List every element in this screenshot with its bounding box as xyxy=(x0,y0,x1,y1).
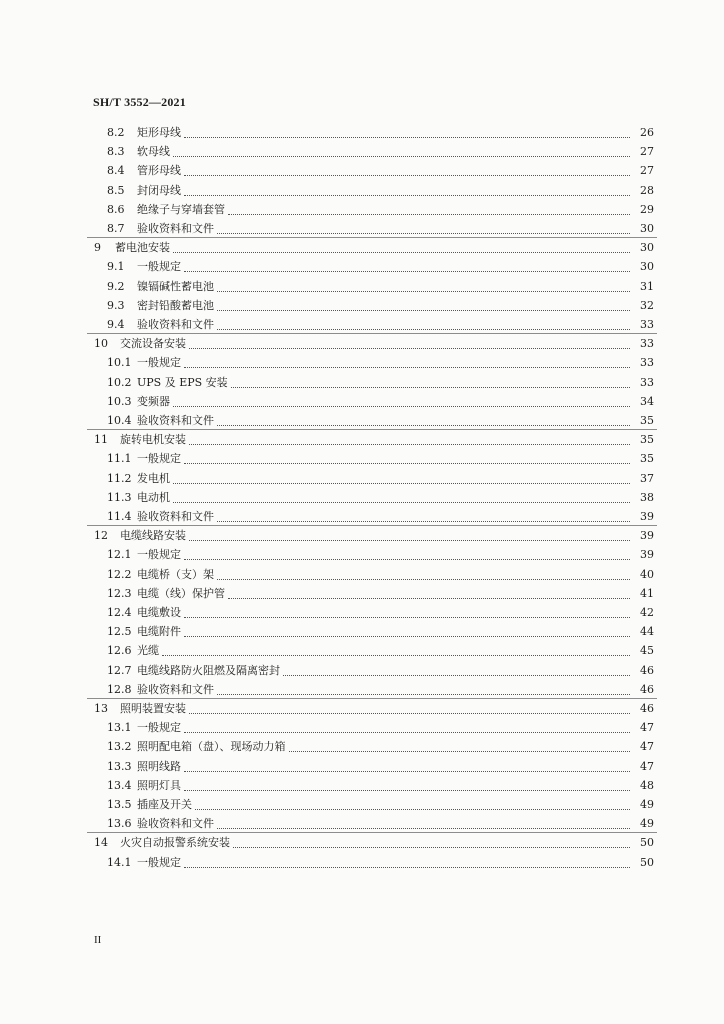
toc-page-number: 39 xyxy=(640,510,654,523)
toc-page-number: 47 xyxy=(640,759,654,773)
toc-entry-number: 13.2 xyxy=(107,740,132,754)
toc-page-number: 33 xyxy=(640,356,654,370)
toc-entry-number: 13.1 xyxy=(107,721,132,735)
toc-entry-number: 8.6 xyxy=(107,202,125,216)
toc-entry-number: 12.7 xyxy=(107,663,132,677)
toc-entry-number: 12.4 xyxy=(107,606,132,619)
toc-entry-number: 13 xyxy=(94,702,108,715)
toc-entry-number: 11.4 xyxy=(107,510,132,523)
toc-page-number: 50 xyxy=(640,836,654,850)
toc-entry-number: 12.3 xyxy=(107,586,132,600)
toc-page-number: 49 xyxy=(640,798,654,811)
toc-entry-number: 12 xyxy=(94,529,108,543)
toc-entry-title: 火灾自动报警系统安装 xyxy=(120,836,230,850)
toc-entry-number: 13.4 xyxy=(107,778,132,792)
toc-entry-title: 电缆敷设 xyxy=(137,606,181,619)
dot-leader xyxy=(184,714,630,733)
document-header: SH/T 3552—2021 xyxy=(93,95,186,109)
dot-leader xyxy=(184,753,630,772)
toc-page-number: 27 xyxy=(640,164,654,178)
dot-leader xyxy=(173,138,630,157)
toc-entry-title: 验收资料和文件 xyxy=(137,318,214,331)
dot-leader xyxy=(173,234,630,253)
toc-entry-title: 密封铅酸蓄电池 xyxy=(137,298,214,312)
toc-page-number: 50 xyxy=(640,855,654,869)
dot-leader xyxy=(289,733,631,752)
toc-page-number: 46 xyxy=(640,702,654,715)
toc-entry-number: 10.1 xyxy=(107,356,132,370)
toc-page-number: 33 xyxy=(640,337,654,351)
dot-leader xyxy=(173,465,630,484)
toc-entry-number: 10.3 xyxy=(107,394,132,408)
toc-page-number: 37 xyxy=(640,471,654,485)
toc-page-number: 31 xyxy=(640,279,654,293)
toc-page-number: 42 xyxy=(640,606,654,619)
toc-entry-number: 12.8 xyxy=(107,682,132,696)
toc-entry-number: 13.5 xyxy=(107,798,132,811)
toc-page-number: 47 xyxy=(640,740,654,754)
page-number-footer: II xyxy=(94,934,102,946)
toc-entry-title: 光缆 xyxy=(137,644,159,658)
toc-entry-number: 12.5 xyxy=(107,625,132,639)
dot-leader xyxy=(283,657,630,676)
toc-entry-title: 一般规定 xyxy=(137,452,181,466)
toc-entry-title: 蓄电池安装 xyxy=(115,241,170,255)
toc-entry-number: 8.3 xyxy=(107,145,125,159)
toc-entry-number: 12.6 xyxy=(107,644,132,658)
dot-leader xyxy=(184,772,630,791)
toc-page-number: 27 xyxy=(640,145,654,159)
dot-leader xyxy=(217,292,630,311)
toc-entry-title: 照明灯具 xyxy=(137,778,181,792)
toc-page-number: 40 xyxy=(640,567,654,581)
toc-page-number: 39 xyxy=(640,529,654,543)
dot-leader xyxy=(217,503,630,522)
toc-entry-title: 交流设备安装 xyxy=(120,337,186,351)
dot-leader xyxy=(173,484,630,503)
toc-page-number: 30 xyxy=(640,222,654,235)
toc-entry-title: 验收资料和文件 xyxy=(137,414,214,427)
toc-page-number: 33 xyxy=(640,318,654,331)
toc-entry-title: 发电机 xyxy=(137,471,170,485)
toc-entry-number: 9.1 xyxy=(107,260,125,274)
toc-entry-number: 14.1 xyxy=(107,855,132,869)
toc-page-number: 35 xyxy=(640,414,654,427)
toc-entry-number: 9 xyxy=(94,241,101,255)
dot-leader xyxy=(184,541,630,560)
toc-entry-title: 照明线路 xyxy=(137,759,181,773)
toc-entry-title: 旋转电机安装 xyxy=(120,433,186,447)
dot-leader xyxy=(231,369,630,388)
toc-entry-number: 14 xyxy=(94,836,108,850)
toc-entry-title: 一般规定 xyxy=(137,260,181,274)
toc-entry-number: 13.3 xyxy=(107,759,132,773)
toc-entry-number: 9.4 xyxy=(107,318,125,331)
dot-leader xyxy=(184,119,630,138)
toc-entry-number: 10.4 xyxy=(107,414,132,427)
toc-page-number: 48 xyxy=(640,778,654,792)
toc-entry-title: 镍镉碱性蓄电池 xyxy=(137,279,214,293)
toc-entry-title: 电缆线路防火阻燃及隔离密封 xyxy=(137,663,280,677)
toc-entry-title: UPS 及 EPS 安装 xyxy=(137,375,228,389)
toc-page-number: 41 xyxy=(640,586,654,600)
toc-entry-number: 12.1 xyxy=(107,548,132,562)
dot-leader xyxy=(217,215,630,234)
toc-page-number: 34 xyxy=(640,394,654,408)
toc-entry-number: 10.2 xyxy=(107,375,132,389)
toc-entry-title: 一般规定 xyxy=(137,356,181,370)
toc-entry-title: 验收资料和文件 xyxy=(137,682,214,696)
toc-entry-title: 管形母线 xyxy=(137,164,181,178)
toc-entry-title: 电缆线路安装 xyxy=(120,529,186,543)
toc-page-number: 32 xyxy=(640,298,654,312)
toc-entry-title: 照明装置安装 xyxy=(120,702,186,715)
toc-page-number: 49 xyxy=(640,817,654,831)
toc-entry-number: 11.1 xyxy=(107,452,132,466)
dot-leader xyxy=(195,791,630,810)
dot-leader xyxy=(228,196,630,215)
toc-page-number: 35 xyxy=(640,433,654,447)
dot-leader xyxy=(184,157,630,176)
dot-leader xyxy=(217,311,630,330)
dot-leader xyxy=(173,388,630,407)
toc-entry-number: 9.2 xyxy=(107,279,125,293)
toc-page-number: 30 xyxy=(640,260,654,274)
toc-entry-title: 软母线 xyxy=(137,145,170,159)
toc-entry-title: 一般规定 xyxy=(137,855,181,869)
dot-leader xyxy=(233,829,630,848)
toc-page-number: 38 xyxy=(640,490,654,504)
dot-leader xyxy=(184,349,630,368)
toc-entry-number: 8.7 xyxy=(107,222,125,235)
dot-leader xyxy=(189,522,630,541)
dot-leader xyxy=(189,695,630,714)
toc-entry-number: 8.5 xyxy=(107,183,125,197)
toc-page-number: 47 xyxy=(640,721,654,735)
toc-entry-title: 插座及开关 xyxy=(137,798,192,811)
toc-entry-title: 一般规定 xyxy=(137,721,181,735)
dot-leader xyxy=(217,676,630,695)
toc-entry-number: 11.2 xyxy=(107,471,132,485)
toc-page-number: 46 xyxy=(640,682,654,696)
toc-entry-title: 验收资料和文件 xyxy=(137,510,214,523)
toc-entry-number: 11 xyxy=(94,433,108,447)
toc-entry-title: 封闭母线 xyxy=(137,183,181,197)
toc-entry-number: 12.2 xyxy=(107,567,132,581)
dot-leader xyxy=(184,849,630,868)
toc-entry-title: 照明配电箱（盘）、现场动力箱 xyxy=(137,740,286,754)
toc-entry-number: 8.2 xyxy=(107,126,125,139)
toc-entry-title: 电缆附件 xyxy=(137,625,181,639)
dot-leader xyxy=(217,810,630,829)
toc-page-number: 28 xyxy=(640,183,654,197)
toc-entry-title: 矩形母线 xyxy=(137,126,181,139)
toc-entry-title: 验收资料和文件 xyxy=(137,817,214,831)
toc-page-number: 39 xyxy=(640,548,654,562)
toc-entry-number: 11.3 xyxy=(107,490,132,504)
toc-page-number: 44 xyxy=(640,625,654,639)
dot-leader xyxy=(228,580,630,599)
toc-entry-title: 绝缘子与穿墙套管 xyxy=(137,202,225,216)
toc-entry-number: 10 xyxy=(94,337,108,351)
dot-leader xyxy=(184,177,630,196)
toc-section-entry[interactable] xyxy=(0,854,724,872)
toc-page-number: 35 xyxy=(640,452,654,466)
dot-leader xyxy=(217,561,630,580)
toc-entry-title: 电动机 xyxy=(137,490,170,504)
dot-leader xyxy=(184,599,630,618)
toc-entry-number: 9.3 xyxy=(107,298,125,312)
dot-leader xyxy=(189,330,630,349)
toc-entry-title: 电缆桥（支）架 xyxy=(137,567,214,581)
toc-entry-title: 变频器 xyxy=(137,394,170,408)
toc-page-number: 29 xyxy=(640,202,654,216)
toc-entry-number: 8.4 xyxy=(107,164,125,178)
dot-leader xyxy=(184,445,630,464)
toc-entry-title: 一般规定 xyxy=(137,548,181,562)
toc-page-number: 33 xyxy=(640,375,654,389)
toc-page-number: 46 xyxy=(640,663,654,677)
toc-entry-title: 电缆（线）保护管 xyxy=(137,586,225,600)
dot-leader xyxy=(184,253,630,272)
dot-leader xyxy=(189,426,630,445)
dot-leader xyxy=(162,637,630,656)
toc-entry-title: 验收资料和文件 xyxy=(137,222,214,235)
dot-leader xyxy=(184,618,630,637)
toc-page-number: 45 xyxy=(640,644,654,658)
toc-entry-number: 13.6 xyxy=(107,817,132,831)
toc-page-number: 30 xyxy=(640,241,654,255)
dot-leader xyxy=(217,407,630,426)
dot-leader xyxy=(217,273,630,292)
toc-page-number: 26 xyxy=(640,126,654,139)
